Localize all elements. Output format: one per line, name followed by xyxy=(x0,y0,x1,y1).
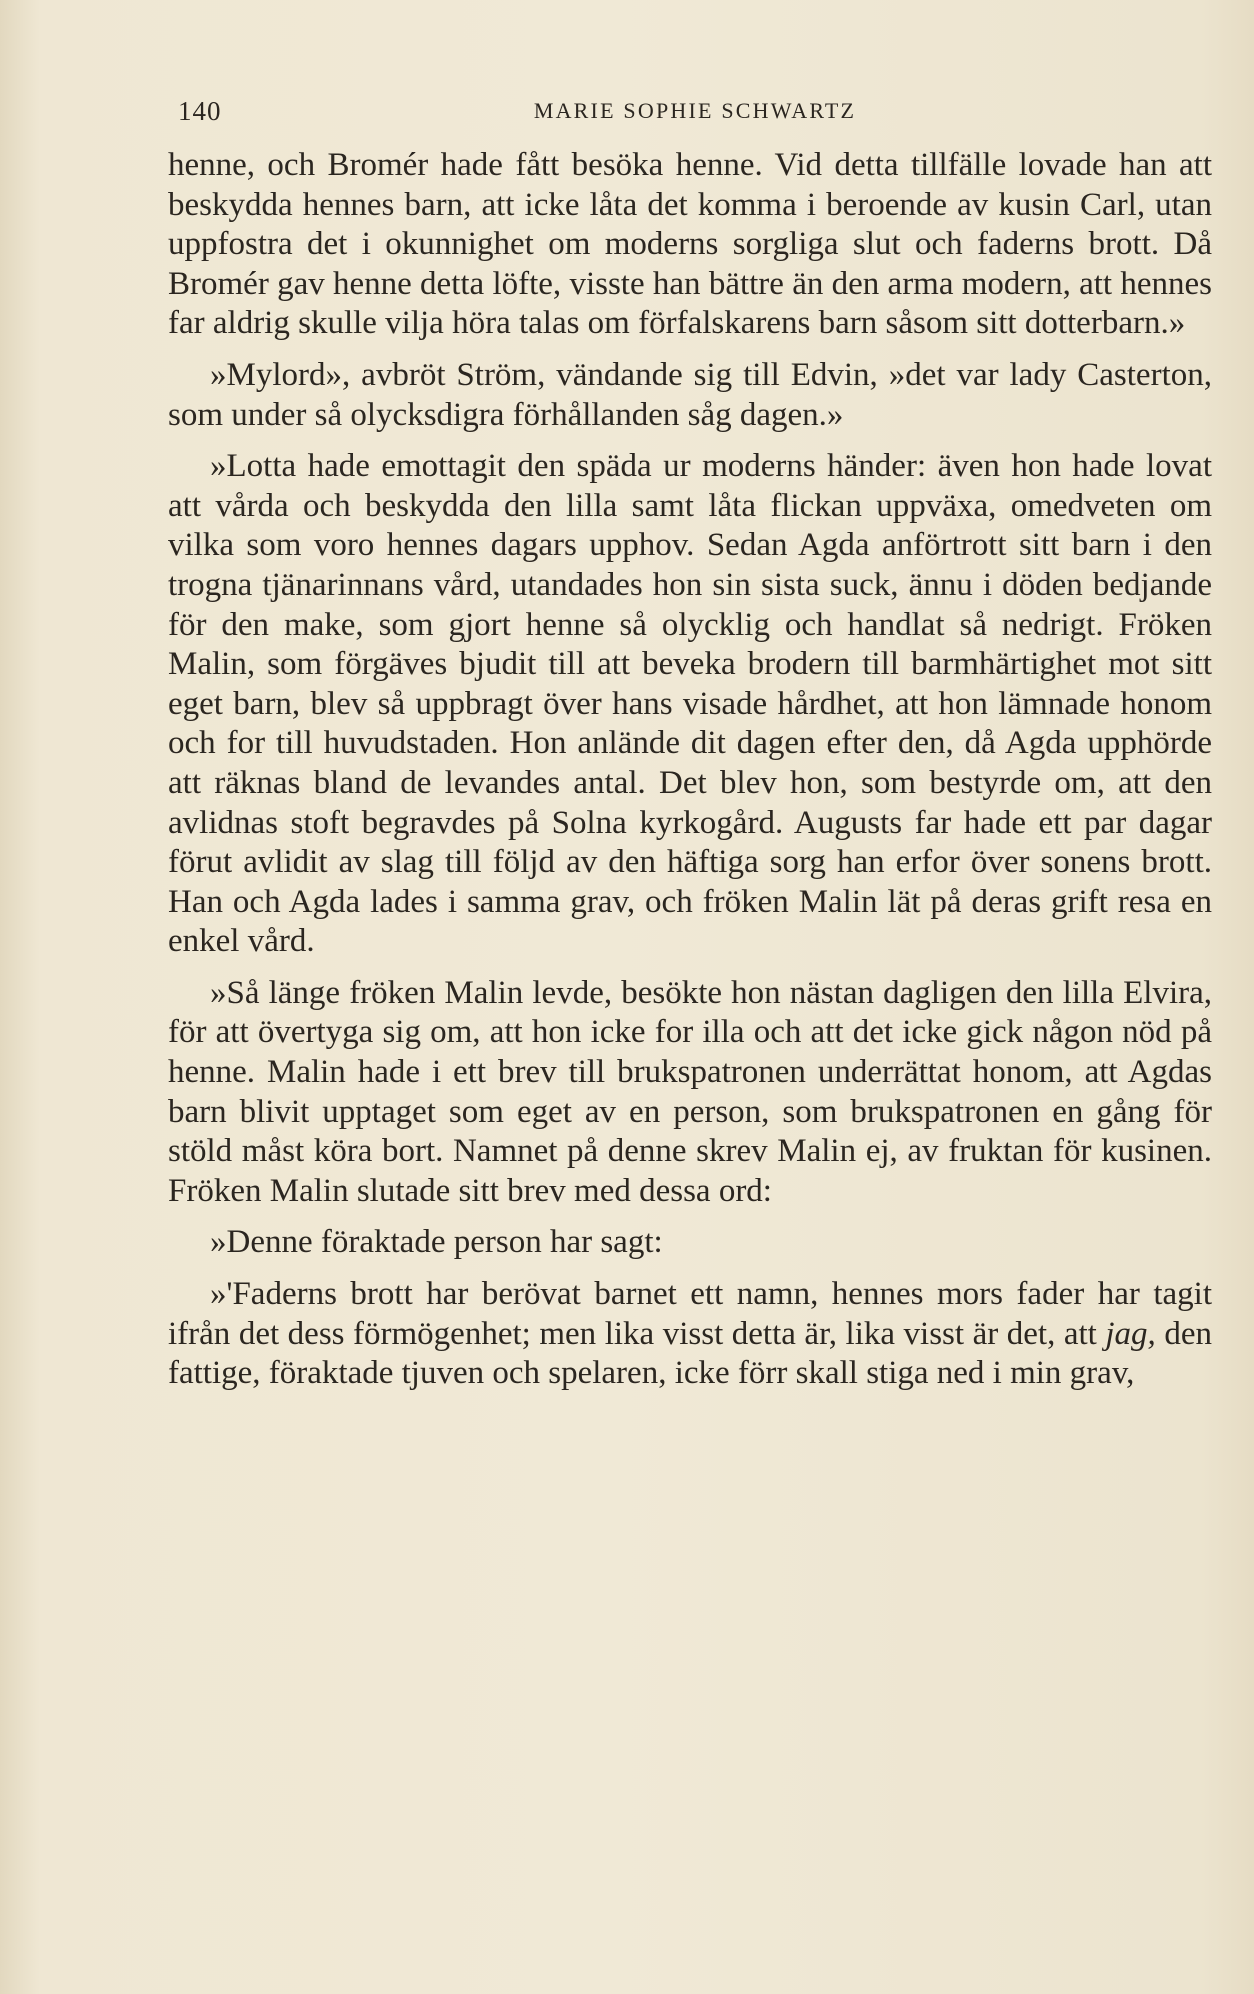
paragraph: »Lotta hade emottagit den späda ur moderns händer: även hon hade lovat att vårda och beskydda den lilla samt låta flickan uppväxa, omedveten om vilka som voro hennes dagars upphov. Sedan Agda anförtrott sitt barn i den trogna tjänarinnans vård, utandades hon sin sista suck, ännu i döden bedjande för den make, som gjort henne så olycklig och handlat så nedrigt. Fröken Malin, som förgäves bjudit till att beveka brodern till barmhärtighet mot sitt eget barn, blev så uppbragt över hans visade hårdhet, att hon lämnade honom och for till huvudstaden. Hon anlände dit dagen efter den, då Agda upphörde att räknas bland de levandes antal. Det blev hon, som bestyrde om, att den avlidnas stoft begravdes på Solna kyrkogård. Augusts far hade ett par dagar förut avlidit av slag till följd av den häftiga sorg han erfor över sonens brott. Han och Agda lades i samma grav, och fröken Malin lät på deras grift resa en enkel vård. xyxy=(168,448,1212,960)
paragraph: »Denne föraktade person har sagt: xyxy=(210,1224,663,1261)
paragraph-last xyxy=(168,1275,1212,1394)
paragraph: »Mylord», avbröt Ström, vändande sig till Edvin, »det var lady Casterton, som under så olycksdigra förhållanden såg dagen.» xyxy=(168,356,1212,433)
running-head: MARIE SOPHIE SCHWARTZ xyxy=(533,98,857,123)
paragraph: »Så länge fröken Malin levde, besökte hon nästan dagligen den lilla Elvira, för att övertyga sig om, att hon icke for illa och att det icke gick någon nöd på henne. Malin hade i ett brev till brukspatronen underrättat honom, att Agdas barn blivit upptaget som eget av en person, som brukspatronen en gång för stöld måst köra bort. Namnet på denne skrev Malin ej, av fruktan för kusinen. Fröken Malin slutade sitt brev med dessa ord: xyxy=(168,974,1212,1209)
italic-text: jag, xyxy=(1105,1315,1156,1352)
paragraph: henne, och Bromér hade fått besöka henne. Vid detta tillfälle lovade han att beskydda hennes barn, att icke låta det komma i beroende av kusin Carl, utan uppfostra det i okunnighet om moderns sorgliga slut och faderns brott. Då Bromér gav henne detta löfte, visste han bättre än den arma modern, att hennes far aldrig skulle vilja höra talas om förfalskarens barn såsom sitt dotterbarn.» xyxy=(168,147,1212,342)
page-number: 140 xyxy=(178,96,222,126)
text-run: den fattige, föraktade tjuven och spelaren, icke förr skall stiga ned i min grav, xyxy=(168,1315,1212,1392)
page-header xyxy=(178,96,1212,136)
text-run: »'Faderns brott har berövat barnet ett namn, hennes mors fader har tagit ifrån det dess förmögenhet; men lika visst detta är, lika visst är det, att xyxy=(168,1276,1212,1352)
body-text xyxy=(168,146,1212,1406)
